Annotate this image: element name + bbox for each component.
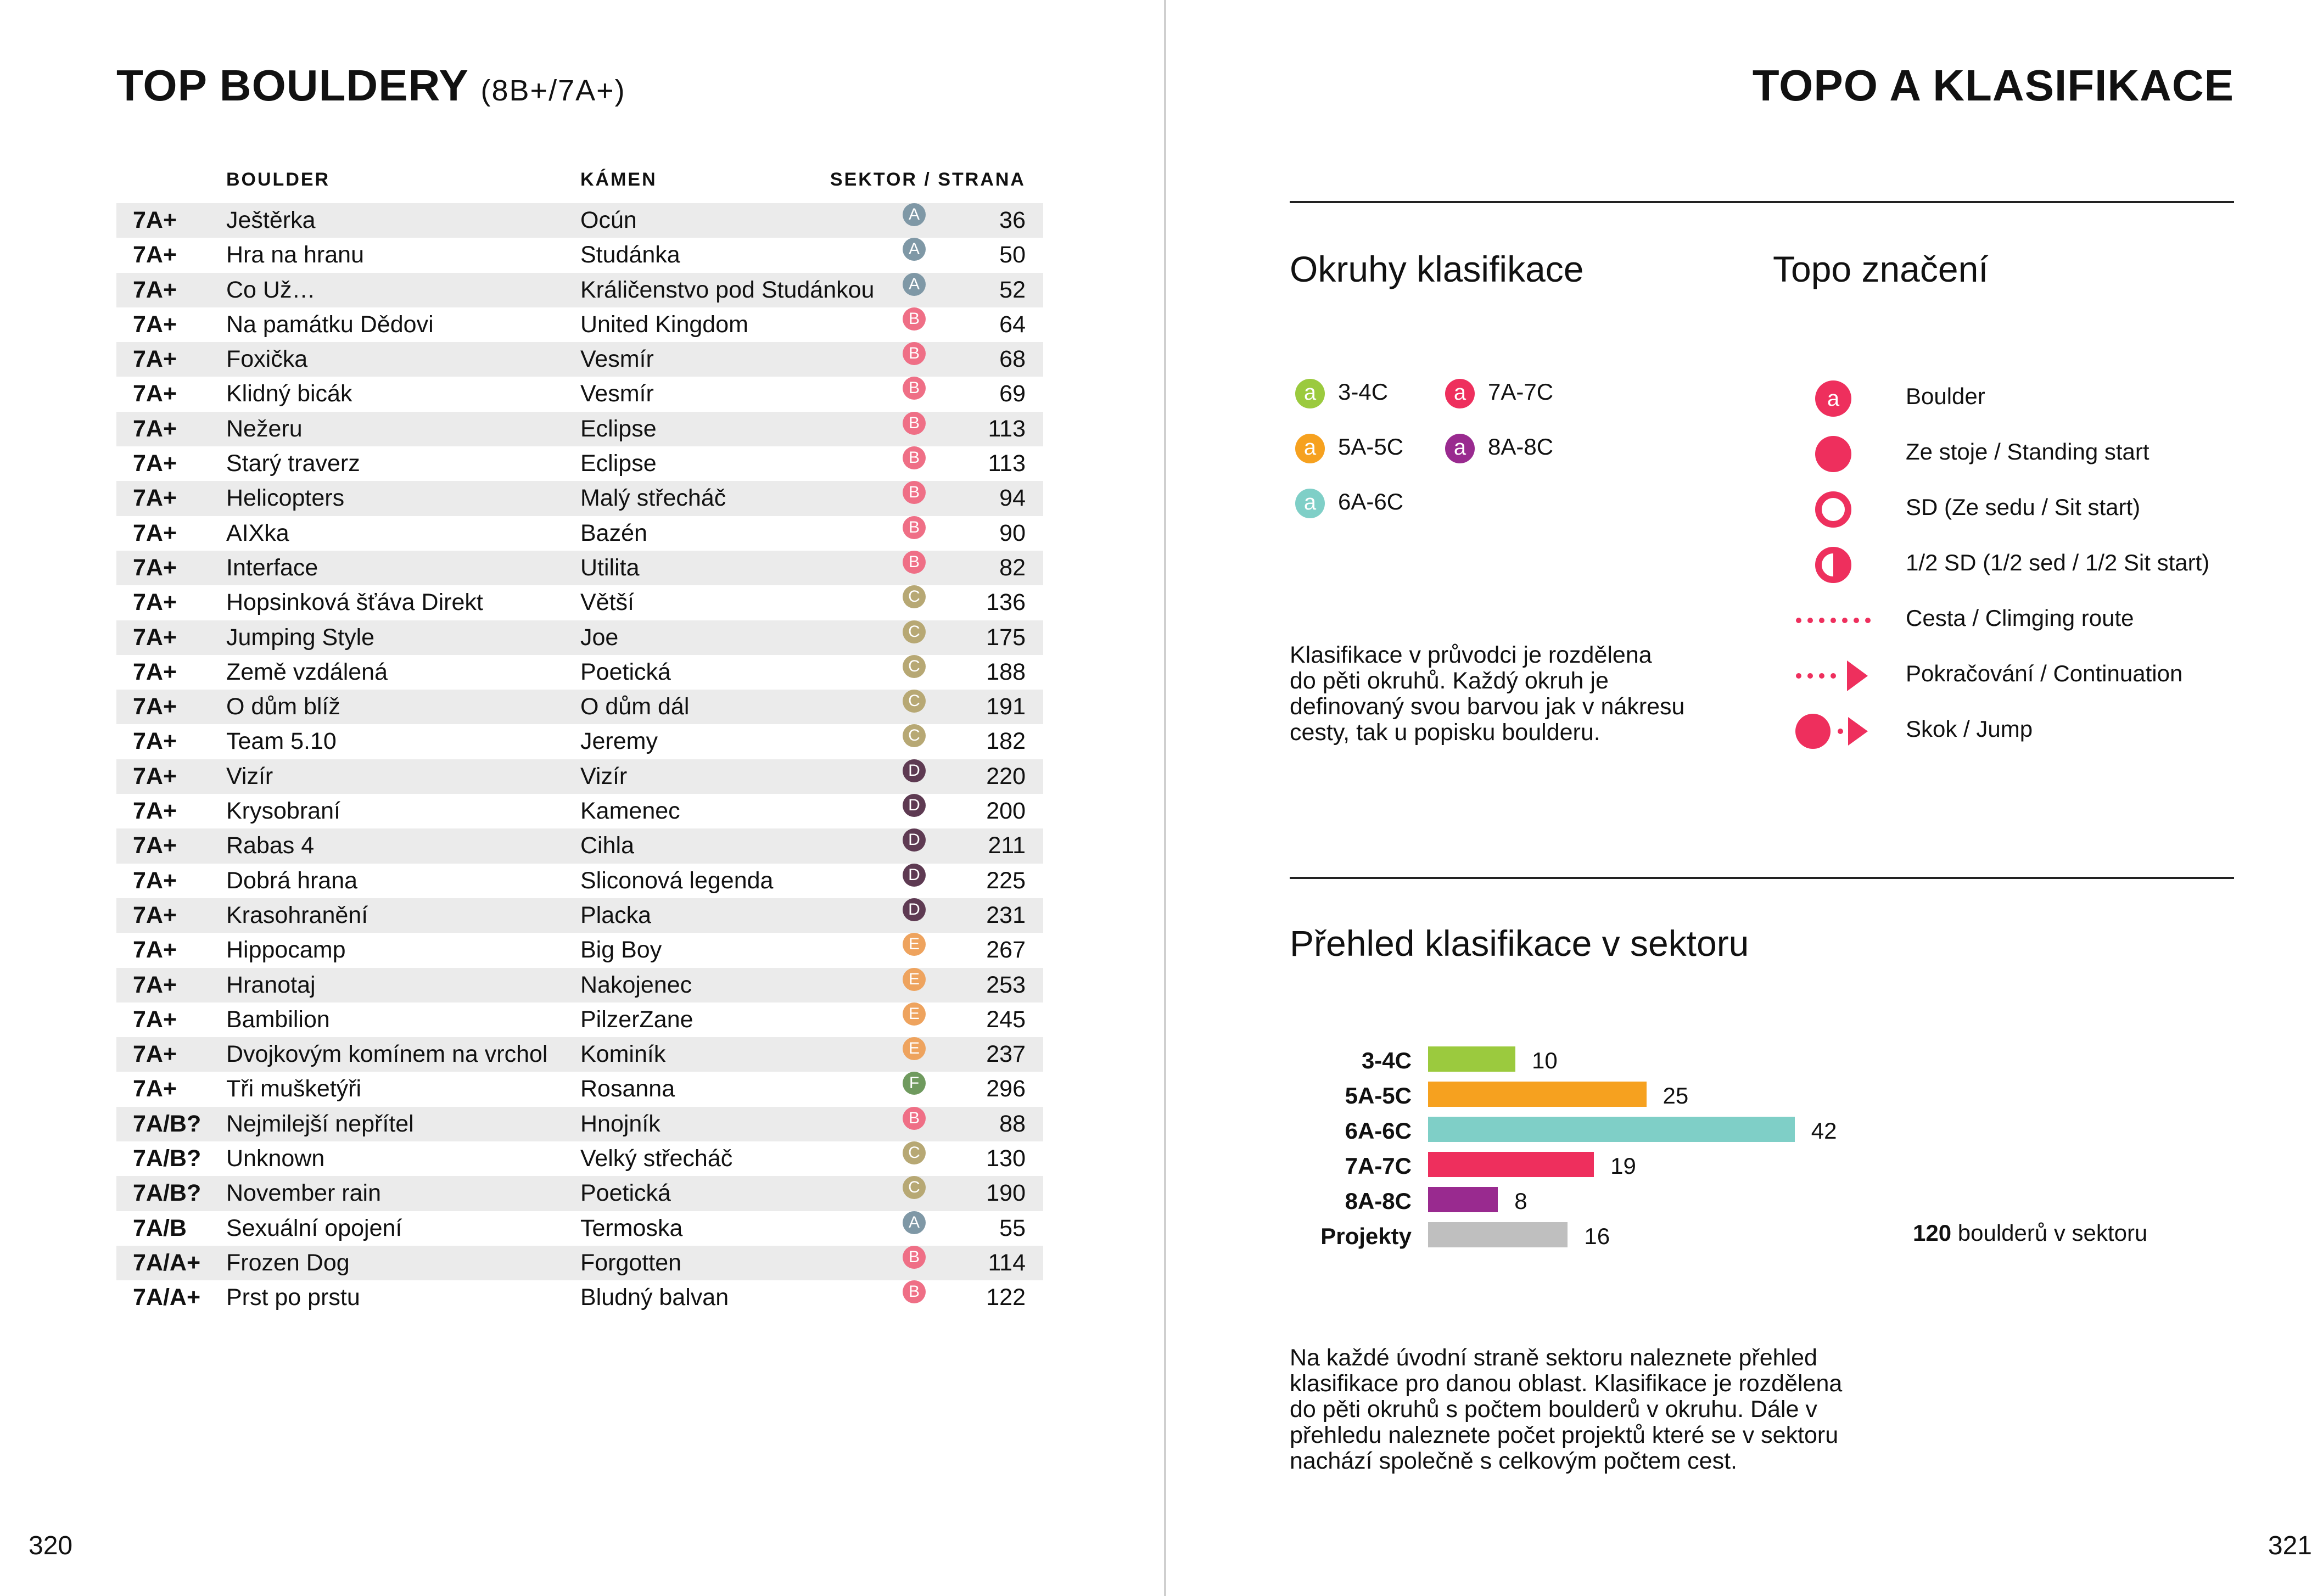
prehled-heading: Přehled klasifikace v sektoru	[1290, 923, 1749, 964]
legend-label: 8A-8C	[1488, 434, 1554, 460]
boulder-name-cell: Interface	[226, 554, 318, 581]
chart-value-label: 19	[1610, 1153, 1636, 1179]
page-cell: 113	[988, 450, 1026, 477]
page-cell: 211	[988, 832, 1026, 859]
chart-bar	[1428, 1222, 1568, 1247]
page-title: TOPO A KLASIFIKACE	[1752, 61, 2234, 110]
grade-cell: 7A+	[133, 380, 177, 407]
stone-cell: Větší	[580, 589, 634, 616]
grade-circle-icon: a	[1295, 434, 1325, 463]
table-header	[116, 165, 1043, 203]
boulder-name-cell: Rabas 4	[226, 832, 315, 859]
page-cell: 182	[986, 728, 1026, 755]
paragraph-line: klasifikace pro danou oblast. Klasifikace je rozdělena	[1290, 1370, 1843, 1397]
table-row	[116, 412, 1043, 446]
stone-cell: Poetická	[580, 658, 671, 685]
grade-cell: 7A+	[133, 867, 177, 894]
stone-cell: United Kingdom	[580, 311, 748, 338]
sector-badge: B	[903, 307, 926, 331]
table-row	[116, 1280, 1043, 1315]
sector-total	[1913, 1220, 2147, 1246]
stone-cell: Rosanna	[580, 1076, 675, 1102]
page-cell: 175	[986, 624, 1026, 651]
page-cell: 52	[999, 276, 1026, 303]
table-row	[116, 690, 1043, 724]
page-cell: 225	[986, 867, 1026, 894]
topo-legend-label: 1/2 SD (1/2 sed / 1/2 Sit start)	[1906, 550, 2210, 575]
boulder-name-cell: Krasohranění	[226, 901, 368, 928]
sector-badge: C	[903, 1141, 926, 1164]
table-row	[116, 828, 1043, 863]
chart-value-label: 42	[1811, 1118, 1837, 1144]
grade-cell: 7A/B?	[133, 1145, 201, 1172]
page-cell: 90	[999, 519, 1026, 546]
grade-cell: 7A+	[133, 346, 177, 373]
sector-badge: A	[903, 273, 926, 296]
stone-cell: Eclipse	[580, 415, 657, 442]
sector-badge: B	[903, 342, 926, 365]
sector-badge: A	[903, 238, 926, 261]
topo-legend-label: SD (Ze sedu / Sit start)	[1906, 494, 2141, 520]
boulder-name-cell: Nežeru	[226, 415, 303, 442]
header-stone: KÁMEN	[580, 169, 657, 190]
right-page	[1166, 0, 2323, 1596]
grade-cell: 7A+	[133, 1006, 177, 1033]
page-cell: 136	[986, 589, 1026, 616]
table-row	[116, 1107, 1043, 1141]
table-row	[116, 620, 1043, 655]
sector-badge: B	[903, 446, 926, 469]
title-subtitle: (8B+/7A+)	[480, 74, 626, 107]
sector-badge: B	[903, 516, 926, 539]
paragraph-line: nachází společně s celkovým počtem cest.	[1290, 1448, 1737, 1474]
page-cell: 191	[986, 693, 1026, 720]
chart-category-label: 5A-5C	[1345, 1083, 1412, 1108]
grade-cell: 7A+	[133, 242, 177, 268]
okruhy-heading: Okruhy klasifikace	[1290, 249, 1584, 289]
boulder-name-cell: Krysobraní	[226, 798, 340, 825]
boulder-name-cell: Dobrá hrana	[226, 867, 358, 894]
paragraph-line: definovaný svou barvou jak v nákresu	[1290, 693, 1685, 720]
grade-cell: 7A+	[133, 276, 177, 303]
sector-badge: D	[903, 828, 926, 852]
grade-cell: 7A+	[133, 519, 177, 546]
table-row	[116, 585, 1043, 620]
grade-cell: 7A+	[133, 832, 177, 859]
boulder-name-cell: Tři mušketýři	[226, 1076, 362, 1102]
topo-legend-label: Skok / Jump	[1906, 716, 2033, 742]
grade-cell: 7A/B?	[133, 1180, 201, 1207]
legend-label: 7A-7C	[1488, 379, 1554, 405]
grade-cell: 7A+	[133, 971, 177, 998]
chart-category-label: 3-4C	[1361, 1048, 1412, 1073]
boulder-name-cell: Unknown	[226, 1145, 325, 1172]
stone-cell: Bazén	[580, 519, 647, 546]
page-cell: 245	[986, 1006, 1026, 1033]
table-row	[116, 342, 1043, 377]
stone-cell: Jeremy	[580, 728, 658, 755]
boulder-name-cell: Frozen Dog	[226, 1249, 350, 1276]
page-cell: 122	[986, 1284, 1026, 1311]
page-cell: 55	[999, 1214, 1026, 1241]
boulder-name-cell: Nejmilejší nepřítel	[226, 1110, 414, 1137]
sector-badge: C	[903, 724, 926, 747]
boulder-name-cell: Team 5.10	[226, 728, 337, 755]
grade-circle-icon: a	[1445, 379, 1475, 408]
boulder-name-cell: Co Už…	[226, 276, 316, 303]
stone-cell: Kominík	[580, 1041, 666, 1068]
sector-badge: D	[903, 759, 926, 782]
stone-cell: Ocún	[580, 207, 637, 233]
chart-bar	[1428, 1046, 1515, 1072]
table-row	[116, 238, 1043, 272]
stone-cell: Big Boy	[580, 937, 662, 964]
boulder-table	[116, 165, 1043, 1315]
boulder-name-cell: Země vzdálená	[226, 658, 388, 685]
page-cell: 113	[988, 415, 1026, 442]
sector-badge: C	[903, 655, 926, 678]
table-row	[116, 551, 1043, 585]
stone-cell: Malý střecháč	[580, 485, 726, 512]
grade-cell: 7A+	[133, 901, 177, 928]
paragraph-line: cesty, tak u popisku boulderu.	[1290, 719, 1600, 746]
grade-cell: 7A+	[133, 763, 177, 789]
page-number: 321	[2268, 1531, 2312, 1560]
table-row	[116, 1246, 1043, 1280]
grade-cell: 7A+	[133, 624, 177, 651]
grade-cell: 7A+	[133, 554, 177, 581]
sector-badge: A	[903, 203, 926, 226]
paragraph-line: přehledu naleznete počet projektů které se v sektoru	[1290, 1422, 1839, 1448]
stone-cell: Poetická	[580, 1180, 671, 1207]
sector-total-label: boulderů v sektoru	[1957, 1220, 2148, 1246]
table-row	[116, 377, 1043, 411]
table-row	[116, 794, 1043, 828]
page-cell: 253	[986, 971, 1026, 998]
stone-cell: Studánka	[580, 242, 680, 268]
legend-label: 6A-6C	[1338, 489, 1404, 515]
page-cell: 50	[999, 242, 1026, 268]
table-row	[116, 1211, 1043, 1246]
chart-value-label: 10	[1532, 1048, 1558, 1073]
topo-heading: Topo značení	[1773, 249, 1989, 289]
stone-cell: PilzerZane	[580, 1006, 693, 1033]
stone-cell: Placka	[580, 901, 652, 928]
page-cell: 190	[986, 1180, 1026, 1207]
sector-badge: D	[903, 864, 926, 887]
table-row	[116, 655, 1043, 690]
page-cell: 94	[999, 485, 1026, 512]
prehled-description	[1290, 1345, 1842, 1474]
stone-cell: Vesmír	[580, 346, 654, 373]
header-sector-page: SEKTOR / STRANA	[830, 169, 1026, 190]
boulder-name-cell: Helicopters	[226, 485, 345, 512]
grade-circle-icon: a	[1295, 489, 1325, 518]
boulder-name-cell: Hopsinková šťáva Direkt	[226, 589, 483, 616]
sector-badge: F	[903, 1072, 926, 1095]
stone-cell: Joe	[580, 624, 619, 651]
svg-text:a: a	[1827, 387, 1840, 411]
paragraph-line: do pěti okruhů. Každý okruh je	[1290, 668, 1609, 694]
legend-label: 3-4C	[1338, 379, 1389, 405]
table-row	[116, 933, 1043, 967]
stone-cell: O dům dál	[580, 693, 690, 720]
stone-cell: Kamenec	[580, 798, 680, 825]
table-row	[116, 516, 1043, 551]
page-cell: 88	[999, 1110, 1026, 1137]
grade-cell: 7A+	[133, 798, 177, 825]
table-row	[116, 1003, 1043, 1037]
page-cell: 68	[999, 346, 1026, 373]
boulder-name-cell: O dům blíž	[226, 693, 340, 720]
sector-badge: B	[903, 1280, 926, 1303]
page-cell: 220	[986, 763, 1026, 789]
chart-value-label: 25	[1663, 1083, 1689, 1108]
table-row	[116, 481, 1043, 516]
sector-badge: B	[903, 1246, 926, 1269]
stone-cell: Forgotten	[580, 1249, 682, 1276]
chart-category-label: 7A-7C	[1345, 1153, 1412, 1179]
grade-cell: 7A+	[133, 589, 177, 616]
stone-cell: Vizír	[580, 763, 628, 789]
table-row	[116, 898, 1043, 933]
table-row	[116, 273, 1043, 307]
table-row	[116, 968, 1043, 1003]
stone-cell: Velký střecháč	[580, 1145, 733, 1172]
sector-badge: B	[903, 377, 926, 400]
boulder-name-cell: Na památku Dědovi	[226, 311, 434, 338]
table-body	[116, 203, 1043, 1315]
page-cell: 36	[999, 207, 1026, 233]
page-cell: 64	[999, 311, 1026, 338]
chart-bar	[1428, 1152, 1594, 1177]
table-row	[116, 446, 1043, 481]
stone-cell: Cihla	[580, 832, 634, 859]
topo-legend-label: Ze stoje / Standing start	[1906, 439, 2150, 464]
grade-cell: 7A/B?	[133, 1110, 201, 1137]
boulder-name-cell: Prst po prstu	[226, 1284, 360, 1311]
paragraph-line: Na každé úvodní straně sektoru naleznete přehled	[1290, 1345, 1817, 1371]
table-row	[116, 1037, 1043, 1072]
table-row	[116, 307, 1043, 342]
chart-bar	[1428, 1187, 1498, 1212]
boulder-name-cell: Ještěrka	[226, 207, 316, 233]
boulder-name-cell: Jumping Style	[226, 624, 375, 651]
stone-cell: Termoska	[580, 1214, 683, 1241]
grade-cell: 7A+	[133, 415, 177, 442]
table-row	[116, 724, 1043, 759]
stone-cell: Vesmír	[580, 380, 654, 407]
page-cell: 231	[986, 901, 1026, 928]
grade-cell: 7A/A+	[133, 1249, 201, 1276]
grade-circle-icon: a	[1445, 434, 1475, 463]
chart-category-label: 8A-8C	[1345, 1188, 1412, 1214]
legend-label: 5A-5C	[1338, 434, 1404, 460]
sector-badge: A	[903, 1211, 926, 1234]
stone-cell: Nakojenec	[580, 971, 692, 998]
boulder-name-cell: Starý traverz	[226, 450, 360, 477]
page-cell: 188	[986, 658, 1026, 685]
title-text: TOP BOULDERY	[116, 61, 468, 110]
grade-cell: 7A+	[133, 311, 177, 338]
boulder-name-cell: Bambilion	[226, 1006, 330, 1033]
boulder-name-cell: Dvojkovým komínem na vrchol	[226, 1041, 548, 1068]
sector-badge: E	[903, 933, 926, 956]
page-title	[116, 60, 626, 111]
grade-circle-icon: a	[1295, 379, 1325, 408]
sector-badge: C	[903, 1176, 926, 1199]
grade-cell: 7A+	[133, 1041, 177, 1068]
sector-badge: D	[903, 898, 926, 921]
paragraph-line: do pěti okruhů s počtem boulderů v okruhu. Dále v	[1290, 1396, 1817, 1423]
chart-value-label: 8	[1514, 1188, 1527, 1214]
table-row	[116, 1072, 1043, 1106]
sector-badge: D	[903, 794, 926, 817]
page-cell: 114	[988, 1249, 1026, 1276]
boulder-name-cell: Hranotaj	[226, 971, 316, 998]
grade-cell: 7A+	[133, 1076, 177, 1102]
sector-badge: B	[903, 1107, 926, 1130]
topo-legend-label: Boulder	[1906, 383, 1985, 409]
stone-cell: Sliconová legenda	[580, 867, 774, 894]
table-row	[116, 203, 1043, 238]
sector-badge: E	[903, 1003, 926, 1026]
boulder-name-cell: Klidný bicák	[226, 380, 352, 407]
chart-bar	[1428, 1117, 1795, 1142]
grade-cell: 7A+	[133, 207, 177, 233]
chart-value-label: 16	[1584, 1223, 1610, 1249]
grade-cell: 7A+	[133, 937, 177, 964]
page-cell: 200	[986, 798, 1026, 825]
sector-badge: C	[903, 620, 926, 643]
grade-cell: 7A+	[133, 728, 177, 755]
page-cell: 267	[986, 937, 1026, 964]
stone-cell: Hnojník	[580, 1110, 660, 1137]
header-boulder: BOULDER	[226, 169, 331, 190]
boulder-name-cell: Vizír	[226, 763, 273, 789]
chart-category-label: Projekty	[1320, 1223, 1412, 1249]
stone-cell: Utilita	[580, 554, 640, 581]
grade-cell: 7A+	[133, 450, 177, 477]
boulder-name-cell: Hra na hranu	[226, 242, 364, 268]
table-row	[116, 864, 1043, 898]
page-cell: 237	[986, 1041, 1026, 1068]
boulder-name-cell: AIXka	[226, 519, 289, 546]
page-cell: 69	[999, 380, 1026, 407]
grade-cell: 7A+	[133, 658, 177, 685]
sector-badge: C	[903, 690, 926, 713]
sector-badge: B	[903, 551, 926, 574]
topo-legend-label: Pokračování / Continuation	[1906, 660, 2183, 686]
stone-cell: Králičenstvo pod Studánkou	[580, 276, 875, 303]
sector-badge: E	[903, 968, 926, 991]
chart-category-label: 6A-6C	[1345, 1118, 1412, 1144]
page-cell: 296	[986, 1076, 1026, 1102]
page-number: 320	[29, 1531, 73, 1560]
sector-badge: C	[903, 585, 926, 608]
boulder-name-cell: Sexuální opojení	[226, 1214, 402, 1241]
sector-badge: B	[903, 412, 926, 435]
table-row	[116, 1176, 1043, 1211]
boulder-name-cell: Hippocamp	[226, 937, 346, 964]
chart-bar	[1428, 1082, 1647, 1107]
page-cell: 130	[986, 1145, 1026, 1172]
sector-badge: E	[903, 1037, 926, 1060]
boulder-name-cell: November rain	[226, 1180, 381, 1207]
grade-cell: 7A/A+	[133, 1284, 201, 1311]
table-row	[116, 1141, 1043, 1176]
boulder-name-cell: Foxička	[226, 346, 308, 373]
grade-cell: 7A+	[133, 485, 177, 512]
paragraph-line: Klasifikace v průvodci je rozdělena	[1290, 642, 1652, 668]
topo-legend-label: Cesta / Climging route	[1906, 605, 2134, 631]
sector-total-value: 120	[1913, 1220, 1952, 1246]
grade-cell: 7A+	[133, 693, 177, 720]
stone-cell: Eclipse	[580, 450, 657, 477]
grade-cell: 7A/B	[133, 1214, 187, 1241]
page-cell: 82	[999, 554, 1026, 581]
table-row	[116, 759, 1043, 794]
sector-badge: B	[903, 481, 926, 504]
stone-cell: Bludný balvan	[580, 1284, 729, 1311]
